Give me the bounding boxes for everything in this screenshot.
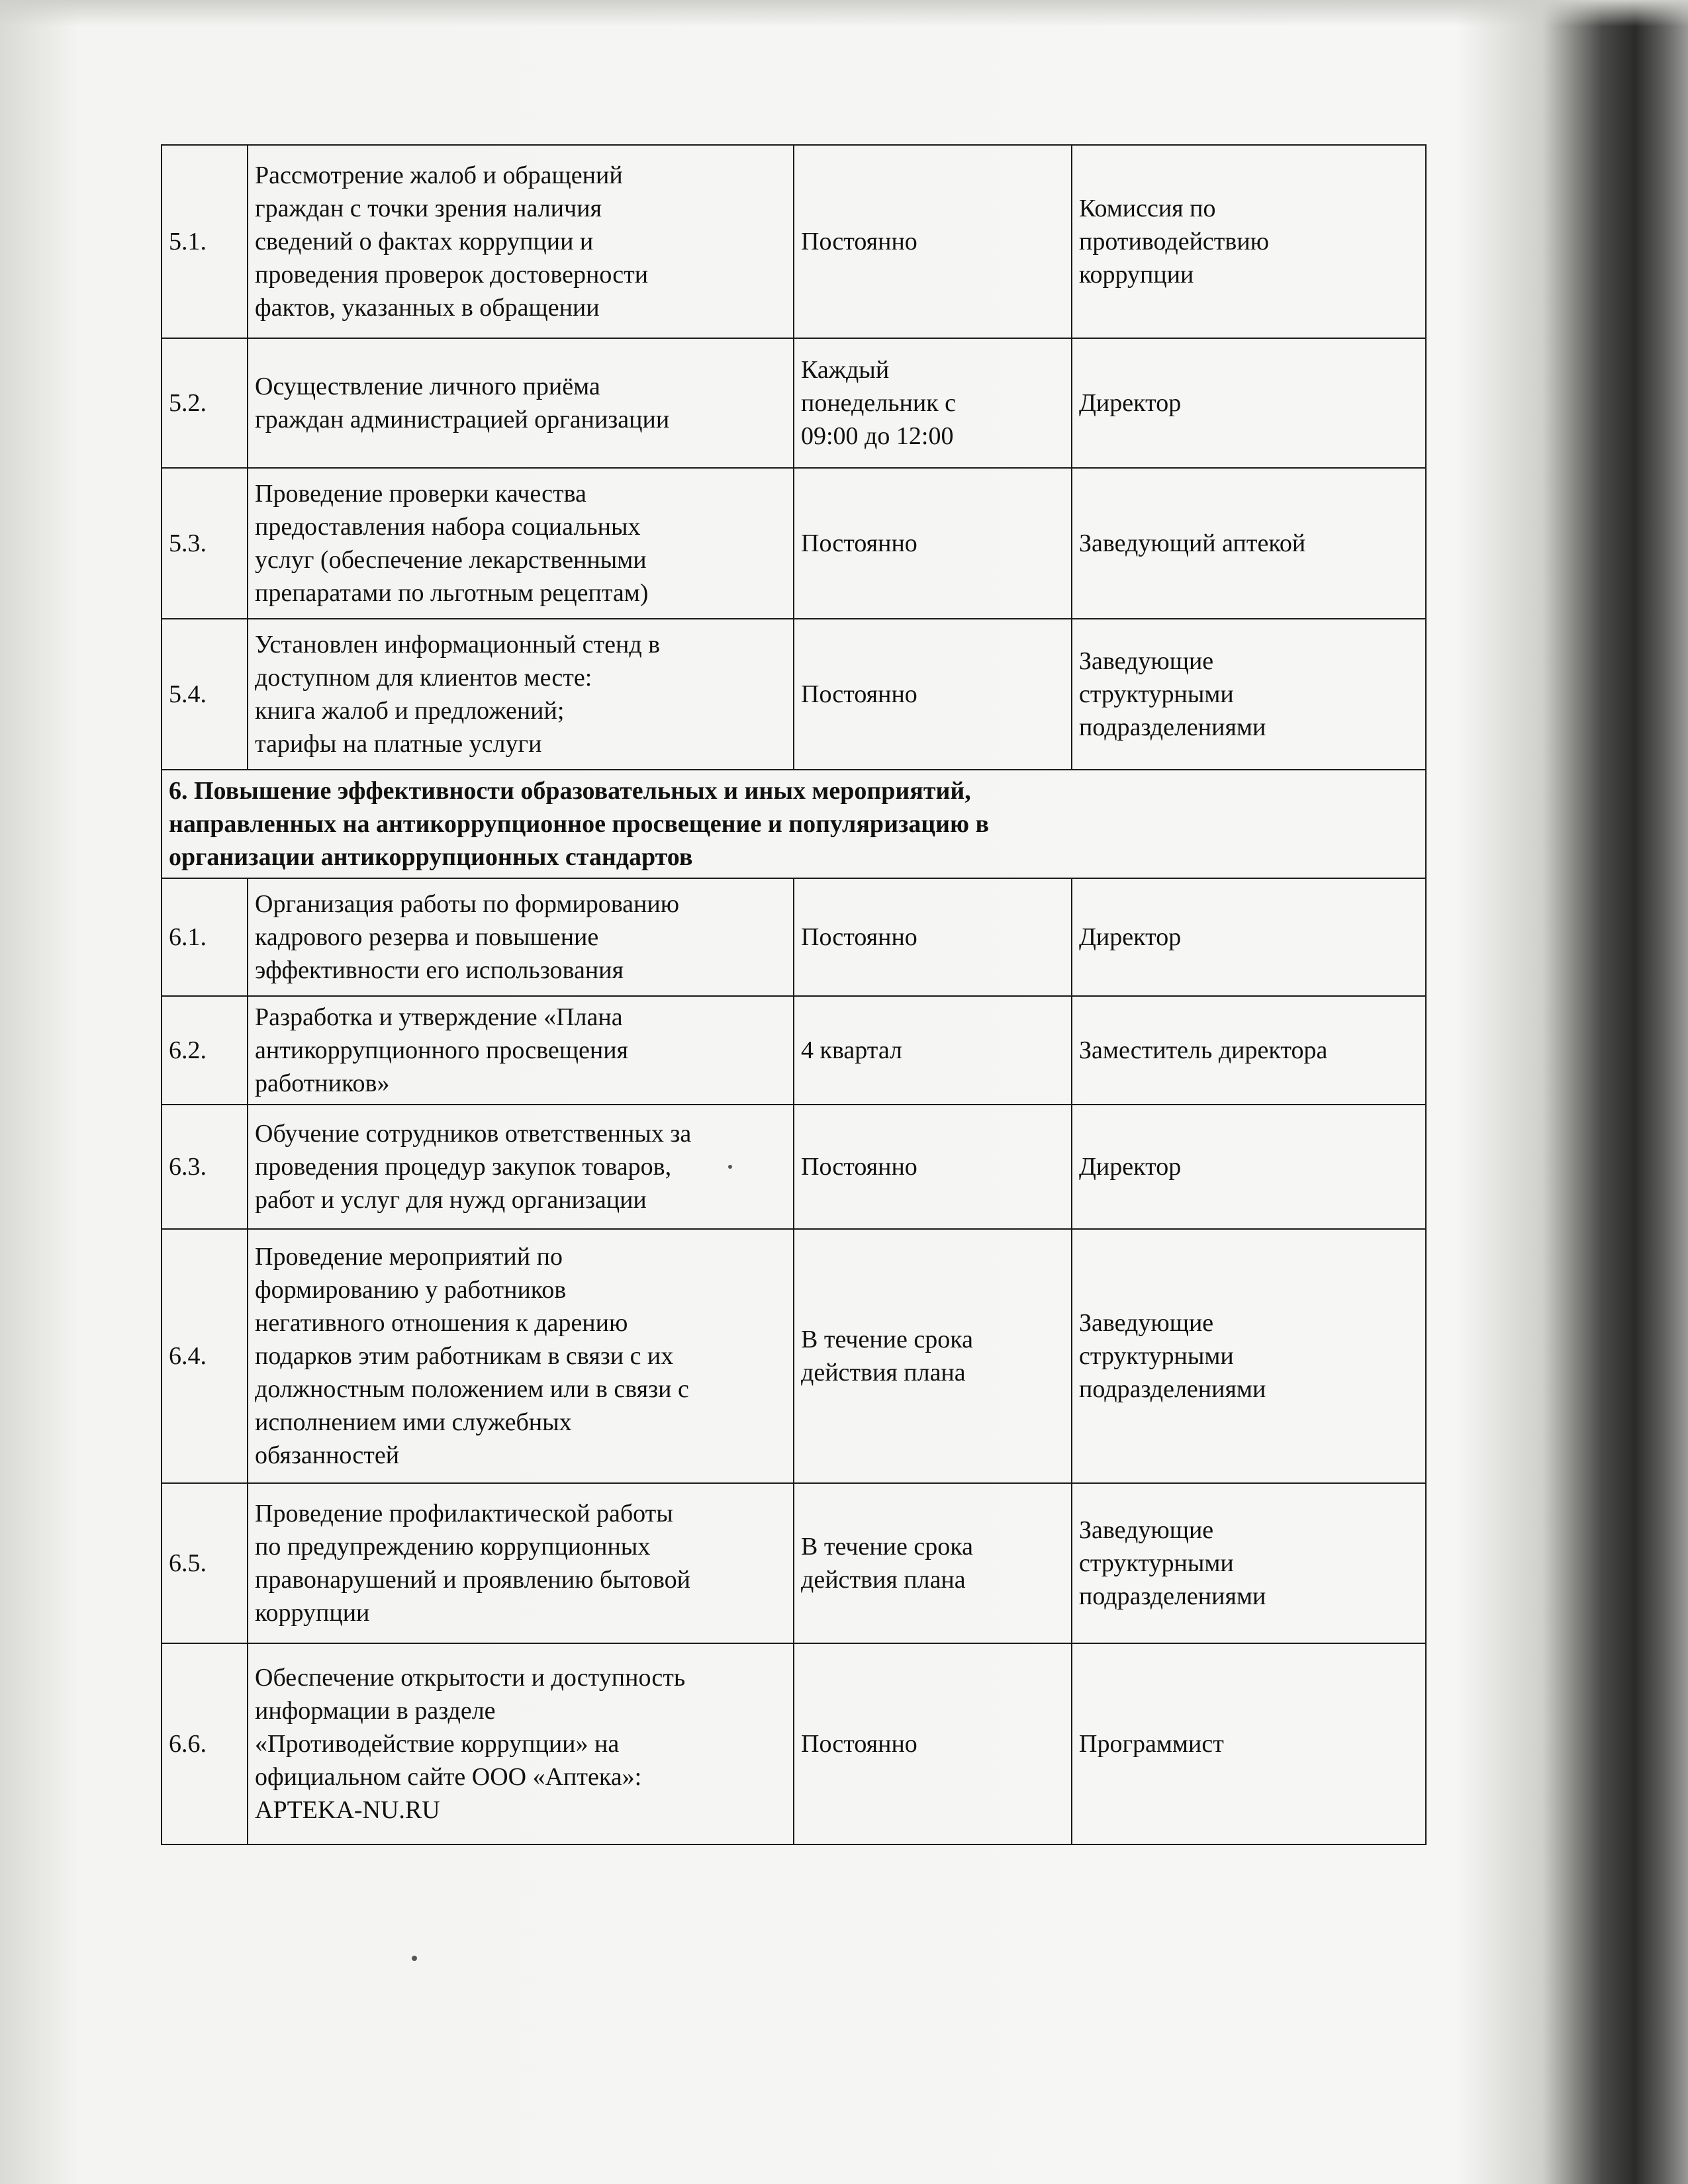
table-body-section-5 bbox=[162, 145, 1426, 770]
responsible-text: Заведующие структурными подразделениями bbox=[1072, 619, 1426, 770]
responsible-text: Комиссия по противодействию коррупции bbox=[1072, 145, 1426, 338]
term-text: Постоянно bbox=[794, 1105, 1072, 1229]
table-row bbox=[162, 338, 1426, 468]
table-row bbox=[162, 878, 1426, 996]
term-text: Каждый понедельник с 09:00 до 12:00 bbox=[794, 338, 1072, 468]
measure-text: Рассмотрение жалоб и обращений граждан с точки зрения наличия сведений о фактах коррупции и проведения проверок достоверности фактов, указанных в обращении bbox=[248, 145, 794, 338]
scan-shadow bbox=[0, 0, 1688, 26]
row-number: 5.4. bbox=[162, 619, 248, 770]
measure-text: Проведение мероприятий по формированию у работников негативного отношения к дарению подарков этим работникам в связи с их должностным положением или в связи с исполнением ими служебных обязанностей bbox=[248, 1229, 794, 1483]
section-heading-row bbox=[162, 770, 1426, 878]
table-body-section-6 bbox=[162, 878, 1426, 1844]
scan-speck bbox=[412, 1956, 417, 1961]
responsible-text: Директор bbox=[1072, 338, 1426, 468]
row-number: 5.3. bbox=[162, 468, 248, 619]
section-6-title: 6. Повышение эффективности образовательных и иных мероприятий, направленных на антикоррупционное просвещение и популяризацию в организации антикоррупционных стандартов bbox=[162, 770, 1426, 878]
responsible-text: Заведующие структурными подразделениями bbox=[1072, 1483, 1426, 1643]
term-text: Постоянно bbox=[794, 619, 1072, 770]
table-row bbox=[162, 619, 1426, 770]
table-row bbox=[162, 1483, 1426, 1643]
table-body-section-6-heading bbox=[162, 770, 1426, 878]
term-text: Постоянно bbox=[794, 1643, 1072, 1844]
row-number: 6.4. bbox=[162, 1229, 248, 1483]
measure-text: Разработка и утверждение «Плана антикоррупционного просвещения работников» bbox=[248, 996, 794, 1105]
table-row bbox=[162, 468, 1426, 619]
measure-text: Установлен информационный стенд в доступном для клиентов месте: книга жалоб и предложений; тарифы на платные услуги bbox=[248, 619, 794, 770]
term-text: Постоянно bbox=[794, 878, 1072, 996]
table-row bbox=[162, 996, 1426, 1105]
row-number: 6.1. bbox=[162, 878, 248, 996]
responsible-text: Заведующие структурными подразделениями bbox=[1072, 1229, 1426, 1483]
row-number: 6.3. bbox=[162, 1105, 248, 1229]
term-text: Постоянно bbox=[794, 145, 1072, 338]
row-number: 5.2. bbox=[162, 338, 248, 468]
responsible-text: Заведующий аптекой bbox=[1072, 468, 1426, 619]
measure-text: Осуществление личного приёма граждан администрацией организации bbox=[248, 338, 794, 468]
measure-text: Организация работы по формированию кадрового резерва и повышение эффективности его использования bbox=[248, 878, 794, 996]
table-row bbox=[162, 1229, 1426, 1483]
measure-text: Проведение проверки качества предоставления набора социальных услуг (обеспечение лекарственными препаратами по льготным рецептам) bbox=[248, 468, 794, 619]
responsible-text: Директор bbox=[1072, 1105, 1426, 1229]
row-number: 6.5. bbox=[162, 1483, 248, 1643]
measure-text: Проведение профилактической работы по предупреждению коррупционных правонарушений и проявлению бытовой коррупции bbox=[248, 1483, 794, 1643]
row-number: 6.2. bbox=[162, 996, 248, 1105]
measure-text: Обеспечение открытости и доступность информации в разделе «Противодействие коррупции» на официальном сайте ООО «Аптека»: APTEKA-NU.RU bbox=[248, 1643, 794, 1844]
anti-corruption-plan-table bbox=[161, 144, 1427, 1845]
term-text: В течение срока действия плана bbox=[794, 1483, 1072, 1643]
table-row bbox=[162, 145, 1426, 338]
row-number: 6.6. bbox=[162, 1643, 248, 1844]
term-text: В течение срока действия плана bbox=[794, 1229, 1072, 1483]
responsible-text: Заместитель директора bbox=[1072, 996, 1426, 1105]
responsible-text: Директор bbox=[1072, 878, 1426, 996]
table-row bbox=[162, 1643, 1426, 1844]
table-row bbox=[162, 1105, 1426, 1229]
row-number: 5.1. bbox=[162, 145, 248, 338]
responsible-text: Программист bbox=[1072, 1643, 1426, 1844]
measure-text: Обучение сотрудников ответственных за проведения процедур закупок товаров, работ и услуг для нужд организации bbox=[248, 1105, 794, 1229]
term-text: Постоянно bbox=[794, 468, 1072, 619]
term-text: 4 квартал bbox=[794, 996, 1072, 1105]
